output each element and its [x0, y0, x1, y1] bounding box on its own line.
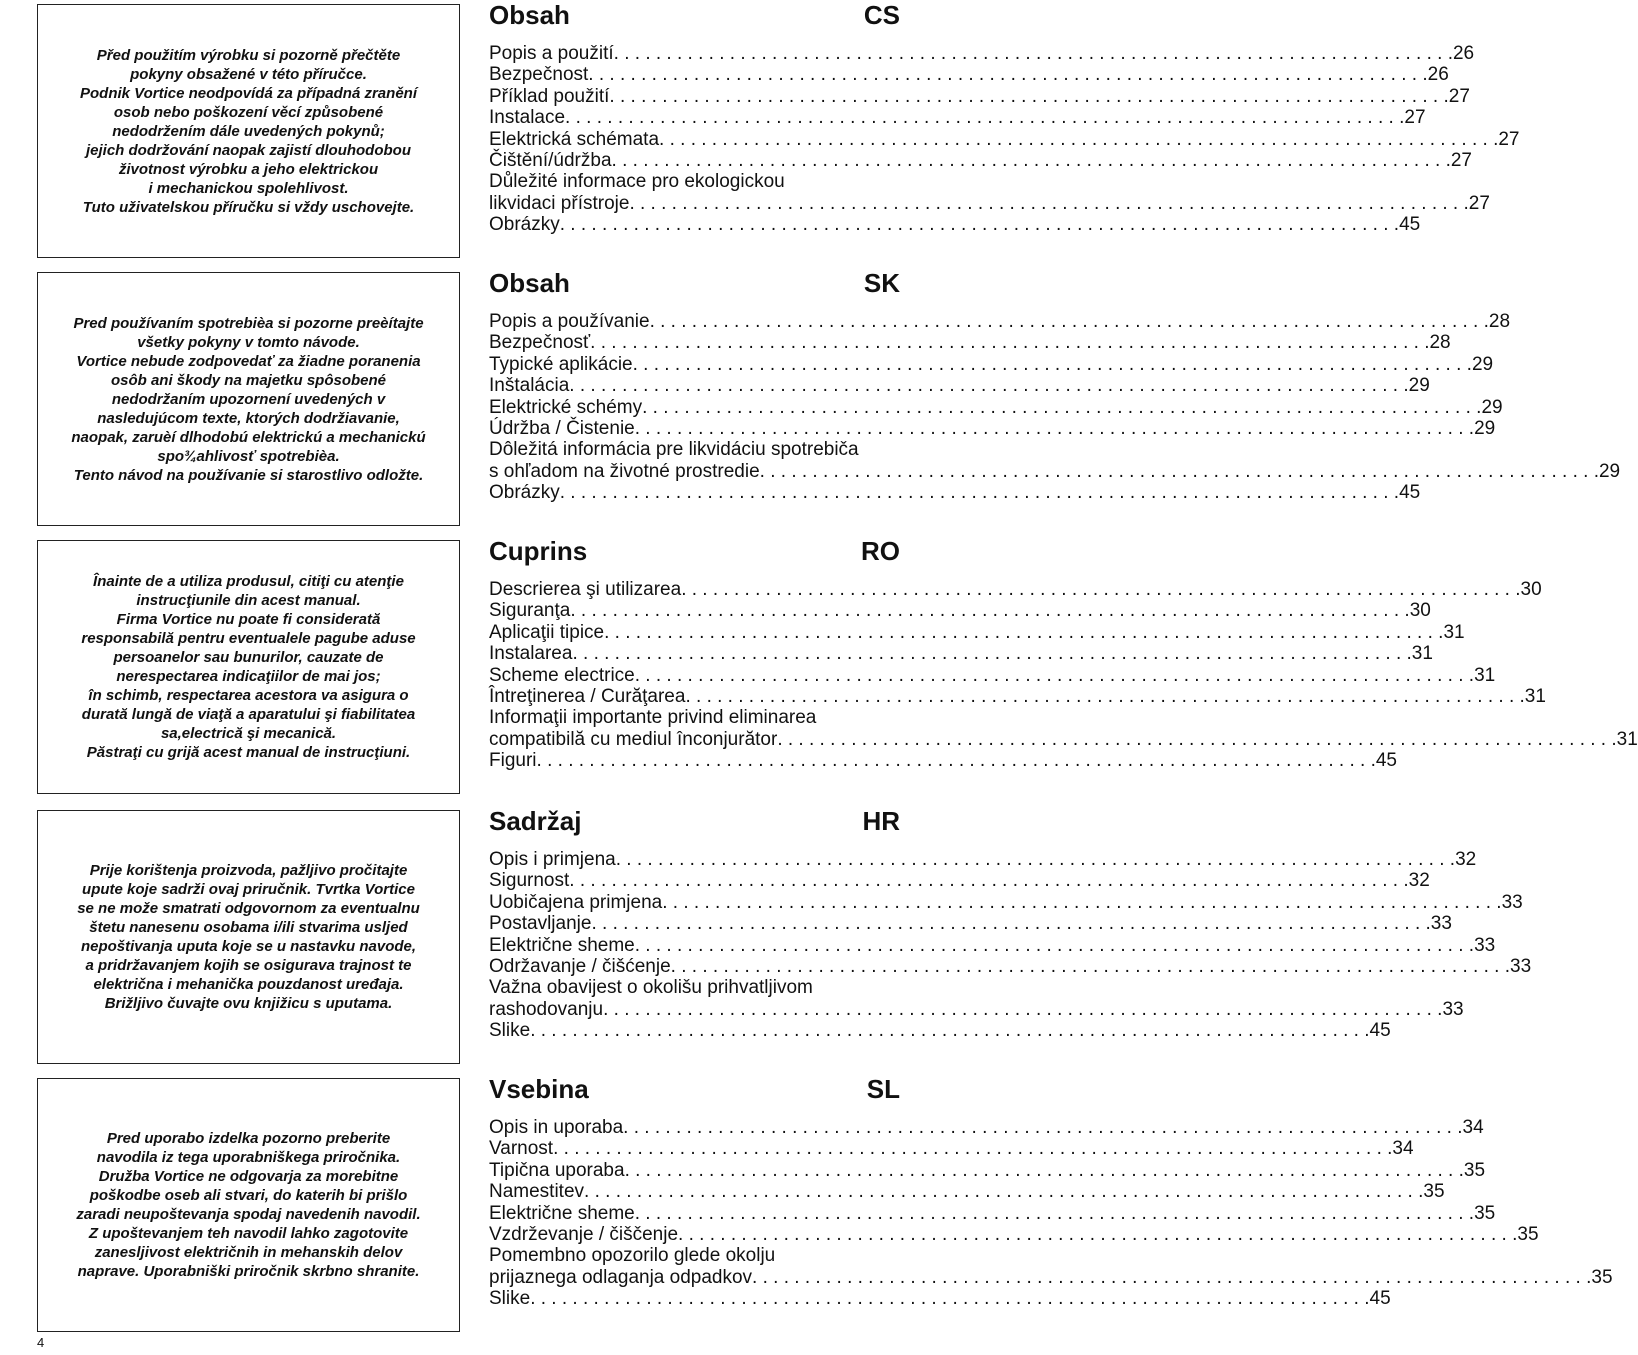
toc-item	[489, 870, 1430, 892]
toc-item-page: 31	[1524, 686, 1546, 708]
toc-dot-leader: . . . . . . . . . . . . . . . . . . . . . . . . . . . . . . . . . . . . . . . . . . . . . . . . . . . . . . . . . . . . . . . . . . . . . . . . . . . . . . . .	[613, 43, 1453, 64]
toc-dot-leader: . . . . . . . . . . . . . . . . . . . . . . . . . . . . . . . . . . . . . . . . . . . . . . . . . . . . . . . . . . . . . . . . . . . . . . . . . . . . . . . .	[634, 418, 1475, 440]
toc-item	[489, 956, 1532, 978]
toc-item-label: Obrázky	[489, 214, 560, 236]
toc-title: Obsah	[489, 0, 570, 30]
toc-item-label: Obrázky	[489, 482, 560, 504]
toc-item	[489, 686, 1546, 708]
toc-item	[489, 192, 1490, 214]
toc-dot-leader: . . . . . . . . . . . . . . . . . . . . . . . . . . . . . . . . . . . . . . . . . . . . . . . . . . . . . . . . . . . . . . . . . . . . . . . . . . . . . . . .	[536, 750, 1376, 772]
toc-item	[489, 913, 1452, 935]
toc-item-label: compatibilă cu mediul înconjurător	[489, 728, 778, 750]
toc-item	[489, 214, 1421, 236]
toc-item-label: likvidaci přístroje	[489, 192, 630, 214]
toc-dot-leader: . . . . . . . . . . . . . . . . . . . . . . . . . . . . . . . . . . . . . . . . . . . . . . . . . . . . . . . . . . . . . . . . . . . . . . . . . . . . . . . .	[584, 1181, 1424, 1203]
toc-item-page: 27	[1448, 85, 1470, 107]
toc-item-label: Važna obavijest o okolišu prihvatljivom	[489, 977, 813, 999]
toc-list	[489, 1117, 1613, 1310]
toc-item	[489, 728, 1638, 750]
toc-item	[489, 43, 1475, 64]
toc-title: Cuprins	[489, 536, 588, 566]
toc-item-label: Inštalácia	[489, 375, 570, 397]
toc-dot-leader: . . . . . . . . . . . . . . . . . . . . . . . . . . . . . . . . . . . . . . . . . . . . . . . . . . . . . . . . . . . . . . . . . . . . . . . . . . . . . . . .	[634, 664, 1475, 686]
toc-item	[489, 998, 1464, 1020]
toc-item-label: Sigurnost	[489, 870, 570, 892]
toc-item	[489, 128, 1520, 150]
toc-item-page: 34	[1392, 1138, 1414, 1160]
toc-item	[489, 85, 1470, 107]
toc-item-page: 45	[1375, 750, 1397, 772]
toc-item-page: 26	[1452, 43, 1475, 64]
toc-item	[489, 439, 900, 460]
toc-item	[489, 621, 1465, 643]
toc-item	[489, 150, 1472, 172]
toc-item	[489, 934, 1496, 956]
toc-section-hr	[489, 806, 1532, 1042]
toc-dot-leader: . . . . . . . . . . . . . . . . . . . . . . . . . . . . . . . . . . . . . . . . . . . . . . . . . . . . . . . . . . . . . . . . . . . . . . . . . . . . . . . .	[662, 891, 1502, 913]
toc-item-page: 32	[1455, 849, 1477, 870]
toc-item-page: 33	[1442, 998, 1464, 1020]
toc-item-label: Příklad použití	[489, 85, 610, 107]
toc-item-page: 27	[1468, 192, 1490, 214]
notice-text-sk: Pred používaním spotrebièa si pozorne preèítajte všetky pokyny v tomto návode. Vortice nebude zodpovedať za žiadne poranenia osôb ani škody na majetku spôsobené nedodržaním upozornení uvedených v nasledujúcom texte, ktorých dodržiavanie, naopak, zaruèí dlhodobú elektrickú a mechanickú spo¾ahlivosť spotrebièa. Tento návod na používanie si starostlivo odložte.	[71, 314, 426, 484]
toc-dot-leader: . . . . . . . . . . . . . . . . . . . . . . . . . . . . . . . . . . . . . . . . . . . . . . . . . . . . . . . . . . . . . . . . . . . . . . . . . . . . . . . .	[553, 1138, 1393, 1160]
toc-item	[489, 1202, 1496, 1224]
toc-item-page: 33	[1501, 891, 1523, 913]
notice-text-ro: Înainte de a utiliza produsul, citiţi cu atenţie instrucţiunile din acest manual. Firma Vortice nu poate fi considerată responsabilă pentru eventualele pagube aduse persoanelor sau bunurilor, cauzate de nerespectarea indicaţiilor de mai jos; în schimb, respectarea acestora va asigura o durată lungă de viaţă a aparatului şi fiabilitatea sa,electrică şi mecanică. Păstraţi cu grijă acest manual de instrucţiuni.	[81, 573, 416, 761]
toc-item-label: Elektrická schémata	[489, 128, 660, 150]
toc-dot-leader: . . . . . . . . . . . . . . . . . . . . . . . . . . . . . . . . . . . . . . . . . . . . . . . . . . . . . . . . . . . . . . . . . . . . . . . . . . . . . . . .	[603, 998, 1443, 1020]
toc-item-page: 27	[1404, 107, 1426, 129]
toc-item	[489, 750, 1397, 772]
toc-item	[489, 664, 1496, 686]
toc-dot-leader: . . . . . . . . . . . . . . . . . . . . . . . . . . . . . . . . . . . . . . . . . . . . . . . . . . . . . . . . . . . . . . . . . . . . . . . . . . . . . . . .	[634, 1202, 1475, 1224]
toc-item-page: 31	[1474, 664, 1496, 686]
toc-dot-leader: . . . . . . . . . . . . . . . . . . . . . . . . . . . . . . . . . . . . . . . . . . . . . . . . . . . . . . . . . . . . . . . . . . . . . . . . . . . . . . . .	[559, 214, 1400, 236]
toc-item-label: Bezpečnost	[489, 64, 589, 86]
toc-dot-leader: . . . . . . . . . . . . . . . . . . . . . . . . . . . . . . . . . . . . . . . . . . . . . . . . . . . . . . . . . . . . . . . . . . . . . . . . . . . . . . . .	[572, 643, 1412, 665]
toc-item-label: Varnost	[489, 1138, 554, 1160]
toc-item-label: Întreţinerea / Curăţarea	[489, 686, 686, 708]
toc-dot-leader: . . . . . . . . . . . . . . . . . . . . . . . . . . . . . . . . . . . . . . . . . . . . . . . . . . . . . . . . . . . . . . . . . . . . . . . . . . . . . . . .	[604, 621, 1444, 643]
toc-title: Obsah	[489, 268, 570, 298]
toc-title: Vsebina	[489, 1074, 589, 1104]
toc-item-page: 31	[1443, 621, 1465, 643]
toc-dot-leader: . . . . . . . . . . . . . . . . . . . . . . . . . . . . . . . . . . . . . . . . . . . . . . . . . . . . . . . . . . . . . . . . . . . . . . . . . . . . . . . .	[759, 460, 1599, 482]
toc-list	[489, 579, 1638, 772]
toc-language-code: RO	[861, 536, 900, 566]
toc-item-label: Slike	[489, 1020, 531, 1042]
toc-section-cs	[489, 0, 1520, 236]
toc-item	[489, 643, 1433, 665]
toc-item	[489, 1266, 1613, 1288]
toc-dot-leader: . . . . . . . . . . . . . . . . . . . . . . . . . . . . . . . . . . . . . . . . . . . . . . . . . . . . . . . . . . . . . . . . . . . . . . . . . . . . . . . .	[570, 600, 1410, 622]
toc-item-label: Dôležitá informácia pre likvidáciu spotrebiča	[489, 439, 859, 461]
toc-item-page: 28	[1429, 332, 1451, 354]
toc-list	[489, 311, 1621, 504]
notice-box-hr	[37, 810, 460, 1064]
toc-item-page: 31	[1616, 728, 1638, 750]
toc-dot-leader: . . . . . . . . . . . . . . . . . . . . . . . . . . . . . . . . . . . . . . . . . . . . . . . . . . . . . . . . . . . . . . . . . . . . . . . . . . . . . . . .	[530, 1020, 1370, 1042]
toc-dot-leader: . . . . . . . . . . . . . . . . . . . . . . . . . . . . . . . . . . . . . . . . . . . . . . . . . . . . . . . . . . . . . . . . . . . . . . . . . . . . . . . .	[642, 396, 1482, 418]
toc-item	[489, 849, 1477, 870]
toc-item-label: Pomembno opozorilo glede okolju	[489, 1245, 776, 1267]
toc-item-page: 29	[1481, 396, 1503, 418]
toc-header	[489, 806, 900, 836]
toc-item-page: 35	[1463, 1159, 1486, 1181]
toc-item-page: 45	[1399, 214, 1421, 236]
toc-item-label: Opis i primjena	[489, 849, 616, 870]
toc-item-page: 26	[1427, 64, 1449, 86]
toc-item-label: Postavljanje	[489, 913, 592, 935]
toc-item-label: Elektrické schémy	[489, 396, 643, 418]
toc-dot-leader: . . . . . . . . . . . . . . . . . . . . . . . . . . . . . . . . . . . . . . . . . . . . . . . . . . . . . . . . . . . . . . . . . . . . . . . . . . . . . . . .	[565, 107, 1405, 129]
toc-dot-leader: . . . . . . . . . . . . . . . . . . . . . . . . . . . . . . . . . . . . . . . . . . . . . . . . . . . . . . . . . . . . . . . . . . . . . . . . . . . . . . . .	[615, 849, 1456, 870]
toc-dot-leader: . . . . . . . . . . . . . . . . . . . . . . . . . . . . . . . . . . . . . . . . . . . . . . . . . . . . . . . . . . . . . . . . . . . . . . . . . . . . . . . .	[777, 728, 1617, 750]
toc-item-label: Tipična uporaba	[489, 1159, 625, 1181]
toc-dot-leader: . . . . . . . . . . . . . . . . . . . . . . . . . . . . . . . . . . . . . . . . . . . . . . . . . . . . . . . . . . . . . . . . . . . . . . . . . . . . . . . .	[569, 375, 1409, 397]
toc-dot-leader: . . . . . . . . . . . . . . . . . . . . . . . . . . . . . . . . . . . . . . . . . . . . . . . . . . . . . . . . . . . . . . . . . . . . . . . . . . . . . . . .	[634, 934, 1475, 956]
toc-list	[489, 43, 1520, 236]
toc-dot-leader: . . . . . . . . . . . . . . . . . . . . . . . . . . . . . . . . . . . . . . . . . . . . . . . . . . . . . . . . . . . . . . . . . . . . . . . . . . . . . . . .	[670, 956, 1510, 978]
toc-item	[489, 707, 900, 728]
notice-box-sk	[37, 272, 460, 526]
toc-item-page: 33	[1510, 956, 1532, 978]
toc-item-page: 45	[1399, 482, 1421, 504]
toc-item-label: Popis a použití	[489, 43, 614, 64]
toc-dot-leader: . . . . . . . . . . . . . . . . . . . . . . . . . . . . . . . . . . . . . . . . . . . . . . . . . . . . . . . . . . . . . . . . . . . . . . . . . . . . . . . .	[659, 128, 1499, 150]
toc-header	[489, 1074, 900, 1104]
toc-dot-leader: . . . . . . . . . . . . . . . . . . . . . . . . . . . . . . . . . . . . . . . . . . . . . . . . . . . . . . . . . . . . . . . . . . . . . . . . . . . . . . . .	[624, 1159, 1464, 1181]
toc-dot-leader: . . . . . . . . . . . . . . . . . . . . . . . . . . . . . . . . . . . . . . . . . . . . . . . . . . . . . . . . . . . . . . . . . . . . . . . . . . . . . . . .	[678, 1224, 1518, 1246]
toc-dot-leader: . . . . . . . . . . . . . . . . . . . . . . . . . . . . . . . . . . . . . . . . . . . . . . . . . . . . . . . . . . . . . . . . . . . . . . . . . . . . . . . .	[609, 85, 1449, 107]
toc-item-label: Održavanje / čišćenje	[489, 956, 671, 978]
toc-item-label: Typické aplikácie	[489, 353, 633, 375]
notice-box-sl	[37, 1078, 460, 1332]
notice-text-cs: Před použitím výrobku si pozorně přečtěte pokyny obsažené v této příručce. Podnik Vortice neodpovídá za případná zranění osob nebo poškození věcí způsobené nedodržením dále uvedených pokynů; jejich dodržování naopak zajistí dlouhodobou životnost výrobku a jeho elektrickou i mechanickou spolehlivost. Tuto uživatelskou příručku si vždy uschovejte.	[79, 46, 417, 216]
toc-dot-leader: . . . . . . . . . . . . . . . . . . . . . . . . . . . . . . . . . . . . . . . . . . . . . . . . . . . . . . . . . . . . . . . . . . . . . . . . . . . . . . . .	[629, 192, 1469, 214]
toc-title: Sadržaj	[489, 806, 582, 836]
toc-item	[489, 1224, 1539, 1246]
toc-item-page: 28	[1488, 311, 1511, 332]
toc-item-page: 35	[1423, 1181, 1445, 1203]
toc-item-page: 45	[1369, 1020, 1391, 1042]
toc-item-page: 34	[1462, 1117, 1484, 1138]
toc-language-code: SK	[863, 268, 900, 298]
toc-item-label: Siguranţa	[489, 600, 571, 622]
toc-item-label: Descrierea şi utilizarea	[489, 579, 682, 600]
toc-item	[489, 977, 900, 998]
toc-item-label: Popis a používanie	[489, 311, 650, 332]
toc-item	[489, 482, 1421, 504]
toc-item	[489, 1138, 1414, 1160]
toc-item-label: Namestitev	[489, 1181, 585, 1203]
toc-item-page: 30	[1520, 579, 1542, 600]
toc-item	[489, 1159, 1486, 1181]
toc-item	[489, 107, 1426, 129]
toc-item-label: Električne sheme	[489, 1202, 635, 1224]
toc-item-page: 32	[1408, 870, 1430, 892]
toc-item-page: 45	[1369, 1288, 1391, 1310]
toc-item-label: Električne sheme	[489, 934, 635, 956]
toc-section-ro	[489, 536, 1638, 772]
toc-item-label: Instalarea	[489, 643, 573, 665]
toc-dot-leader: . . . . . . . . . . . . . . . . . . . . . . . . . . . . . . . . . . . . . . . . . . . . . . . . . . . . . . . . . . . . . . . . . . . . . . . . . . . . . . . .	[569, 870, 1409, 892]
toc-item-label: prijaznega odlaganja odpadkov	[489, 1266, 753, 1288]
toc-dot-leader: . . . . . . . . . . . . . . . . . . . . . . . . . . . . . . . . . . . . . . . . . . . . . . . . . . . . . . . . . . . . . . . . . . . . . . . . . . . . . . . .	[681, 579, 1521, 600]
toc-header	[489, 536, 900, 566]
toc-item-label: Figuri	[489, 750, 537, 772]
toc-item	[489, 375, 1430, 397]
toc-item-label: Scheme electrice	[489, 664, 635, 686]
toc-item	[489, 1245, 900, 1266]
toc-dot-leader: . . . . . . . . . . . . . . . . . . . . . . . . . . . . . . . . . . . . . . . . . . . . . . . . . . . . . . . . . . . . . . . . . . . . . . . . . . . . . . . .	[685, 686, 1525, 708]
toc-item-label: Bezpečnosť	[489, 332, 591, 354]
toc-dot-leader: . . . . . . . . . . . . . . . . . . . . . . . . . . . . . . . . . . . . . . . . . . . . . . . . . . . . . . . . . . . . . . . . . . . . . . . . . . . . . . . .	[559, 482, 1400, 504]
toc-item-page: 29	[1471, 353, 1494, 375]
toc-item-page: 35	[1591, 1266, 1613, 1288]
toc-language-code: SL	[866, 1074, 900, 1104]
toc-dot-leader: . . . . . . . . . . . . . . . . . . . . . . . . . . . . . . . . . . . . . . . . . . . . . . . . . . . . . . . . . . . . . . . . . . . . . . . . . . . . . . . .	[590, 332, 1430, 354]
toc-item-page: 29	[1408, 375, 1430, 397]
notice-text-hr: Prije korištenja proizvoda, pažljivo pročitajte upute koje sadrži ovaj priručnik. Tvrtka Vortice se ne može smatrati odgovornom za eventualnu štetu nanesenu osobama i/ili stvarima usljed nepoštivanja uputa koje se u nastavku navode, a pridržavanjem kojih se osigurava trajnost te električna i mehanička pouzdanost uređaja. Brižljivo čuvajte ovu knjižicu s uputama.	[77, 862, 420, 1012]
toc-item	[489, 332, 1451, 354]
toc-item-page: 35	[1474, 1202, 1496, 1224]
toc-item-label: rashodovanju	[489, 998, 604, 1020]
toc-item-label: Vzdrževanje / čiščenje	[489, 1224, 679, 1246]
toc-item	[489, 311, 1511, 332]
toc-item	[489, 579, 1542, 600]
toc-item-label: Důležité informace pro ekologickou	[489, 171, 785, 193]
toc-item-page: 27	[1450, 150, 1472, 172]
toc-section-sl	[489, 1074, 1613, 1310]
toc-item-page: 33	[1474, 934, 1496, 956]
toc-header	[489, 268, 900, 298]
toc-item-label: Opis in uporaba	[489, 1117, 624, 1138]
toc-dot-leader: . . . . . . . . . . . . . . . . . . . . . . . . . . . . . . . . . . . . . . . . . . . . . . . . . . . . . . . . . . . . . . . . . . . . . . . . . . . . . . . .	[649, 311, 1489, 332]
toc-item-page: 33	[1430, 913, 1452, 935]
toc-item-label: Aplicaţii tipice	[489, 621, 605, 643]
toc-item-label: Údržba / Čistenie	[489, 418, 635, 440]
notice-box-cs	[37, 4, 460, 258]
toc-item	[489, 1020, 1391, 1042]
toc-item	[489, 171, 900, 192]
toc-header	[489, 0, 900, 30]
toc-list	[489, 849, 1532, 1042]
toc-language-code: CS	[863, 0, 900, 30]
toc-dot-leader: . . . . . . . . . . . . . . . . . . . . . . . . . . . . . . . . . . . . . . . . . . . . . . . . . . . . . . . . . . . . . . . . . . . . . . . . . . . . . . . .	[530, 1288, 1370, 1310]
toc-section-sk	[489, 268, 1621, 504]
toc-item-page: 31	[1411, 643, 1433, 665]
toc-item-label: Instalace	[489, 107, 566, 129]
toc-dot-leader: . . . . . . . . . . . . . . . . . . . . . . . . . . . . . . . . . . . . . . . . . . . . . . . . . . . . . . . . . . . . . . . . . . . . . . . . . . . . . . . .	[611, 150, 1451, 172]
toc-item-label: Informaţii importante privind eliminarea	[489, 707, 817, 729]
toc-item-page: 35	[1517, 1224, 1539, 1246]
toc-item-page: 27	[1498, 128, 1520, 150]
toc-item	[489, 891, 1523, 913]
toc-item	[489, 1117, 1484, 1138]
toc-dot-leader: . . . . . . . . . . . . . . . . . . . . . . . . . . . . . . . . . . . . . . . . . . . . . . . . . . . . . . . . . . . . . . . . . . . . . . . . . . . . . . . .	[623, 1117, 1463, 1138]
toc-item	[489, 1181, 1445, 1203]
toc-item	[489, 353, 1494, 375]
toc-item-page: 30	[1409, 600, 1431, 622]
toc-language-code: HR	[862, 806, 900, 836]
toc-item	[489, 64, 1449, 86]
page-number: 4	[37, 1335, 45, 1350]
toc-item-label: Slike	[489, 1288, 531, 1310]
toc-item	[489, 418, 1496, 440]
notice-text-sl: Pred uporabo izdelka pozorno preberite navodila iz tega uporabniškega priročnika. Družba Vortice ne odgovarja za morebitne poškodbe oseb ali stvari, do katerih bi prišlo zaradi neupoštevanja spodaj navedenih navodil. Z upoštevanjem teh navodil lahko zagotovite zanesljivost električnih in mehanskih delov naprave. Uporabniški priročnik skrbno shranite.	[76, 1130, 421, 1280]
toc-dot-leader: . . . . . . . . . . . . . . . . . . . . . . . . . . . . . . . . . . . . . . . . . . . . . . . . . . . . . . . . . . . . . . . . . . . . . . . . . . . . . . . .	[588, 64, 1428, 86]
toc-item	[489, 600, 1431, 622]
toc-dot-leader: . . . . . . . . . . . . . . . . . . . . . . . . . . . . . . . . . . . . . . . . . . . . . . . . . . . . . . . . . . . . . . . . . . . . . . . . . . . . . . . .	[591, 913, 1431, 935]
toc-item	[489, 396, 1503, 418]
toc-item-label: Čištění/údržba	[489, 150, 612, 172]
toc-dot-leader: . . . . . . . . . . . . . . . . . . . . . . . . . . . . . . . . . . . . . . . . . . . . . . . . . . . . . . . . . . . . . . . . . . . . . . . . . . . . . . . .	[752, 1266, 1592, 1288]
toc-item-label: s ohľadom na životné prostredie	[489, 460, 760, 482]
toc-item-label: Uobičajena primjena	[489, 891, 663, 913]
toc-item	[489, 460, 1621, 482]
notice-box-ro	[37, 540, 460, 794]
toc-item-page: 29	[1598, 460, 1621, 482]
toc-item-page: 29	[1474, 418, 1496, 440]
toc-item	[489, 1288, 1391, 1310]
toc-dot-leader: . . . . . . . . . . . . . . . . . . . . . . . . . . . . . . . . . . . . . . . . . . . . . . . . . . . . . . . . . . . . . . . . . . . . . . . . . . . . . . . .	[632, 353, 1472, 375]
